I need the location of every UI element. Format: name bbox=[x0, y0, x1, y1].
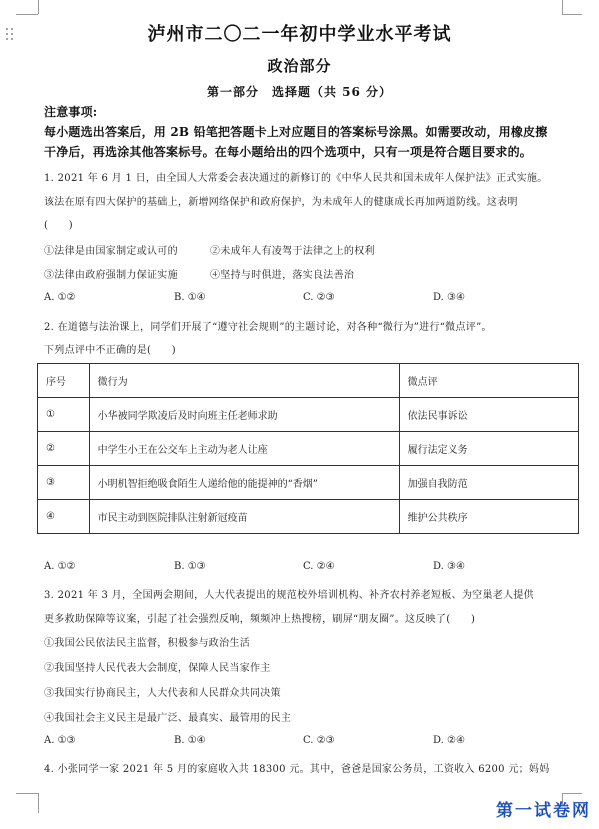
notice-heading: 注意事项: bbox=[44, 105, 98, 119]
q3-option-b: B. ①④ bbox=[174, 735, 206, 746]
crop-mark-top-left-h bbox=[16, 14, 38, 15]
exam-title: 泸州市二〇二一年初中学业水平考试 bbox=[147, 24, 452, 45]
q1-stem-line-1: 1. 2021 年 6 月 1 日，由全国人大常委会表决通过的新修订的《中华人民共和国未成年人保护法》正式实施。 bbox=[44, 173, 548, 184]
table-cell: 中学生小王在公交车上主动为老人让座 bbox=[89, 432, 399, 466]
q3-option-d: D. ②④ bbox=[433, 735, 465, 746]
q3-stem-line-1: 3. 2021 年 3 月，全国两会期间，人大代表提出的规范校外培训机构、补齐农村养老短板、为空巢老人提供 bbox=[44, 590, 534, 601]
q1-option-a: A. ①② bbox=[44, 292, 76, 303]
q1-answer-blank: ( ) bbox=[44, 220, 74, 231]
section-heading: 第一部分 选择题（共 56 分） bbox=[206, 85, 393, 99]
q1-option-d: D. ③④ bbox=[433, 292, 465, 303]
q3-item-4: ④我国社会主义民主是最广泛、最真实、最管用的民主 bbox=[44, 713, 292, 724]
table-cell: 加强自我防范 bbox=[399, 466, 578, 500]
table-cell: ④ bbox=[38, 500, 90, 534]
table-header-cell: 序号 bbox=[38, 364, 90, 398]
crop-mark-top-right-v bbox=[562, 0, 563, 14]
notice-line-1: 每小题选出答案后，用 2B 铅笔把答题卡上对应题目的答案标号涂黑。如需要改动，用橡皮擦 bbox=[44, 125, 548, 139]
q2-stem-line-1: 2. 在道德与法治课上，同学们开展了“遵守社会规则”的主题讨论，对各种“微行为”进行“微点评”。 bbox=[44, 322, 492, 333]
q3-item-2: ②我国坚持人民代表大会制度，保障人民当家作主 bbox=[44, 663, 271, 674]
q1-item-4: ④坚持与时俱进，落实良法善治 bbox=[210, 270, 355, 281]
q1-item-1: ①法律是由国家制定或认可的 bbox=[44, 246, 178, 257]
q2-table bbox=[37, 363, 579, 534]
table-cell: 维护公共秩序 bbox=[399, 500, 578, 534]
site-watermark: 第一试卷网 bbox=[496, 801, 591, 821]
q1-item-3: ③法律由政府强制力保证实施 bbox=[44, 270, 178, 281]
table-cell: 小明机智拒绝吸食陌生人递给他的能提神的“香烟” bbox=[89, 466, 399, 500]
q4-stem-line-1: 4. 小张同学一家 2021 年 5 月的家庭收入共 18300 元。其中，爸爸是国家公务员，工资收入 6200 元；妈妈 bbox=[44, 764, 550, 775]
q3-item-1: ①我国公民依法民主监督，积极参与政治生活 bbox=[44, 638, 250, 649]
table-header-cell: 微行为 bbox=[89, 364, 399, 398]
q2-option-a: A. ①② bbox=[44, 561, 76, 572]
crop-mark-bottom-left-v bbox=[38, 793, 39, 813]
table-row bbox=[38, 466, 579, 500]
q3-item-3: ③我国实行协商民主，人大代表和人民群众共同决策 bbox=[44, 688, 281, 699]
exam-subtitle: 政治部分 bbox=[267, 57, 332, 75]
table-cell: ① bbox=[38, 398, 90, 432]
crop-mark-top-left-v bbox=[38, 0, 39, 14]
table-header-row bbox=[38, 364, 579, 398]
crop-mark-top-right-h bbox=[562, 14, 582, 15]
table-row bbox=[38, 398, 579, 432]
table-cell: 依法民事诉讼 bbox=[399, 398, 578, 432]
q2-stem-line-2: 下列点评中不正确的是( ) bbox=[44, 345, 177, 356]
q3-stem-line-2: 更多救助保障等议案，引起了社会强烈反响，频频冲上热搜榜，刷屏“朋友圈”。这反映了( ) bbox=[44, 614, 476, 625]
crop-mark-bottom-right-h bbox=[562, 793, 582, 794]
q3-option-a: A. ①③ bbox=[44, 735, 76, 746]
notice-line-2: 干净后，再选涂其他答案标号。在每小题给出的四个选项中，只有一项是符合题目要求的。 bbox=[44, 145, 533, 159]
table-cell: 市民主动到医院排队注射新冠疫苗 bbox=[89, 500, 399, 534]
table-cell: 小华被同学欺凌后及时向班主任老师求助 bbox=[89, 398, 399, 432]
table-cell: ② bbox=[38, 432, 90, 466]
table-cell: 履行法定义务 bbox=[399, 432, 578, 466]
q1-stem-line-2: 该法在原有四大保护的基础上，新增网络保护和政府保护，为未成年人的健康成长再加两道防线。这表明 bbox=[44, 197, 518, 208]
q3-option-c: C. ②③ bbox=[303, 735, 335, 746]
q2-option-d: D. ③④ bbox=[433, 561, 465, 572]
table-cell: ③ bbox=[38, 466, 90, 500]
q1-option-c: C. ②③ bbox=[303, 292, 335, 303]
q2-option-b: B. ①③ bbox=[174, 561, 206, 572]
table-row bbox=[38, 500, 579, 534]
q1-option-b: B. ①④ bbox=[174, 292, 206, 303]
table-header-cell: 微点评 bbox=[399, 364, 578, 398]
q1-item-2: ②未成年人有凌驾于法律之上的权利 bbox=[210, 246, 375, 257]
table-row bbox=[38, 432, 579, 466]
crop-mark-bottom-left-h bbox=[16, 793, 38, 794]
q2-option-c: C. ②④ bbox=[303, 561, 335, 572]
